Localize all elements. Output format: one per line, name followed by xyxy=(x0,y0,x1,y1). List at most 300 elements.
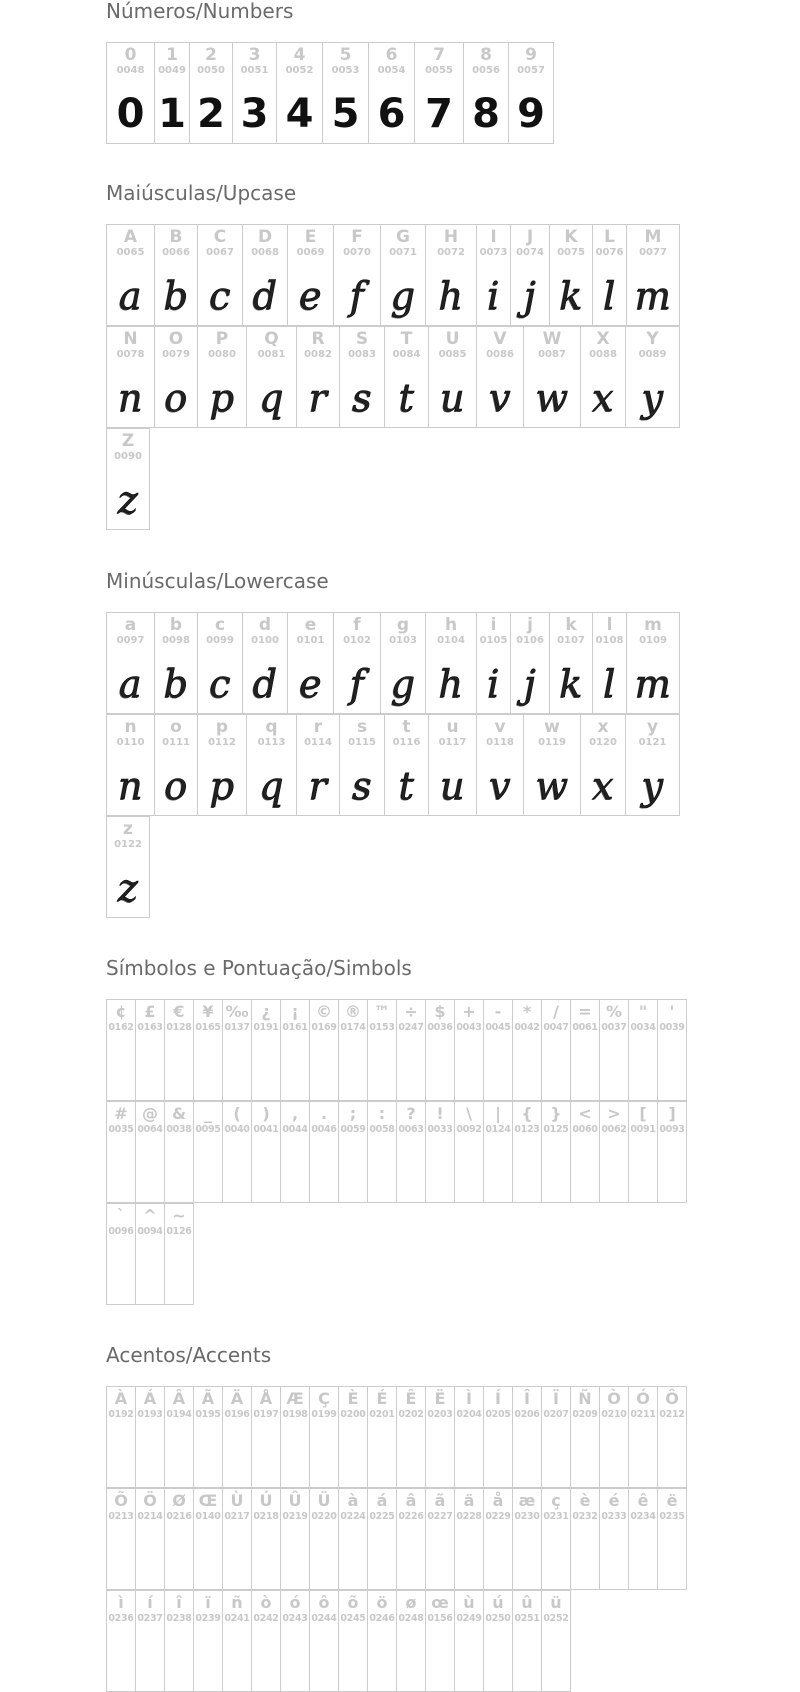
glyph-cell xyxy=(154,224,198,326)
glyph-code-label: 0210 xyxy=(601,1409,627,1420)
glyph-cell xyxy=(242,612,288,714)
glyph-sample: c xyxy=(209,662,231,706)
glyph-char-label: c xyxy=(214,615,226,635)
glyph-sample: m xyxy=(634,274,672,318)
glyph-code-label: 0043 xyxy=(456,1022,482,1033)
glyph-code-label: 0126 xyxy=(166,1226,192,1237)
glyph-char-label: ^ xyxy=(143,1206,157,1225)
glyph-sample: o xyxy=(164,376,188,420)
glyph-char-label: + xyxy=(462,1002,476,1021)
glyph-char-label: v xyxy=(494,717,506,737)
glyph-code-label: 0087 xyxy=(538,349,566,360)
glyph-code-label: 0194 xyxy=(166,1409,192,1420)
glyph-char-label: < xyxy=(578,1104,592,1123)
glyph-cell xyxy=(599,1488,629,1590)
glyph-row xyxy=(106,816,786,918)
glyph-code-label: 0073 xyxy=(479,247,508,258)
glyph-cell xyxy=(309,1590,339,1692)
glyph-char-label: % xyxy=(605,1002,623,1021)
glyph-cell xyxy=(549,224,593,326)
symbols-section xyxy=(106,957,786,1305)
glyph-code-label: 0238 xyxy=(166,1613,192,1624)
glyph-cell xyxy=(396,1590,426,1692)
glyph-cell xyxy=(628,999,658,1101)
glyph-char-label: ( xyxy=(233,1104,241,1123)
glyph-char-label: Ü xyxy=(317,1491,331,1510)
glyph-char-label: R xyxy=(311,329,325,349)
glyph-code-label: 0116 xyxy=(392,737,421,748)
glyph-char-label: à xyxy=(347,1491,359,1510)
glyph-code-label: 0037 xyxy=(601,1022,627,1033)
glyph-char-label: G xyxy=(396,227,410,247)
glyph-code-label: 0137 xyxy=(224,1022,250,1033)
glyph-char-label: Ï xyxy=(553,1389,559,1408)
glyph-char-label: D xyxy=(257,227,273,247)
glyph-char-label: å xyxy=(492,1491,504,1510)
glyph-cell xyxy=(106,1386,136,1488)
accents-grid xyxy=(106,1386,786,1692)
glyph-char-label: k xyxy=(565,615,577,635)
glyph-cell xyxy=(164,1590,194,1692)
glyph-code-label: 0049 xyxy=(158,65,186,76)
glyph-code-label: 0249 xyxy=(456,1613,482,1624)
glyph-cell xyxy=(154,612,198,714)
glyph-char-label: $ xyxy=(434,1002,446,1021)
glyph-cell xyxy=(483,1386,513,1488)
glyph-code-label: 0045 xyxy=(485,1022,511,1033)
glyph-cell xyxy=(189,42,233,144)
glyph-code-label: 0083 xyxy=(348,349,376,360)
glyph-char-label: ü xyxy=(550,1593,562,1612)
glyph-code-label: 0206 xyxy=(514,1409,540,1420)
glyph-code-label: 0103 xyxy=(389,635,417,646)
glyph-char-label: & xyxy=(172,1104,186,1123)
section-title-lowercase: Minúsculas/Lowercase xyxy=(106,569,329,593)
glyph-char-label: ] xyxy=(668,1104,676,1123)
glyph-code-label: 0038 xyxy=(166,1124,192,1135)
glyph-code-label: 0251 xyxy=(514,1613,540,1624)
glyph-cell xyxy=(287,224,334,326)
glyph-cell xyxy=(242,224,288,326)
glyph-cell xyxy=(483,999,513,1101)
glyph-cell xyxy=(657,1386,687,1488)
glyph-code-label: 0065 xyxy=(116,247,145,258)
glyph-cell xyxy=(523,714,581,816)
glyph-code-label: 0070 xyxy=(343,247,371,258)
glyph-char-label: À xyxy=(114,1389,128,1408)
glyph-char-label: 0 xyxy=(124,45,137,65)
glyph-code-label: 0044 xyxy=(282,1124,308,1135)
glyph-cell xyxy=(428,714,477,816)
section-title-accents: Acentos/Accents xyxy=(106,1343,272,1367)
glyph-sample: l xyxy=(603,662,616,706)
lowercase-section xyxy=(106,570,786,918)
glyph-code-label: 0229 xyxy=(485,1511,511,1522)
glyph-cell xyxy=(106,428,150,530)
glyph-char-label: / xyxy=(553,1002,559,1021)
glyph-cell xyxy=(333,612,381,714)
glyph-cell xyxy=(322,42,369,144)
glyph-code-label: 0097 xyxy=(116,635,145,646)
glyph-char-label: T xyxy=(400,329,413,349)
glyph-code-label: 0235 xyxy=(659,1511,685,1522)
glyph-sample: z xyxy=(117,866,139,910)
glyph-code-label: 0241 xyxy=(224,1613,250,1624)
glyph-code-label: 0212 xyxy=(659,1409,685,1420)
glyph-char-label: ï xyxy=(205,1593,211,1612)
glyph-code-label: 0213 xyxy=(108,1511,134,1522)
glyph-code-label: 0101 xyxy=(296,635,325,646)
glyph-cell xyxy=(510,612,550,714)
glyph-cell xyxy=(580,326,626,428)
glyph-cell xyxy=(197,224,243,326)
glyph-cell xyxy=(625,714,680,816)
glyph-cell xyxy=(193,1590,223,1692)
glyph-sample: x xyxy=(592,764,614,808)
glyph-char-label: U xyxy=(445,329,460,349)
glyph-char-label: Ä xyxy=(230,1389,244,1408)
glyph-char-label: â xyxy=(405,1491,417,1510)
glyph-cell xyxy=(657,1101,687,1203)
glyph-code-label: 0100 xyxy=(251,635,279,646)
glyph-cell xyxy=(251,1590,281,1692)
glyph-char-label: " xyxy=(638,1002,648,1021)
glyph-sample: e xyxy=(299,274,322,318)
glyph-char-label: f xyxy=(353,615,361,635)
glyph-code-label: 0117 xyxy=(438,737,467,748)
glyph-code-label: 0081 xyxy=(257,349,286,360)
glyph-char-label: _ xyxy=(204,1104,212,1123)
glyph-char-label: S xyxy=(355,329,369,349)
glyph-code-label: 0086 xyxy=(486,349,514,360)
glyph-sample: n xyxy=(118,376,143,420)
glyph-char-label: ¿ xyxy=(261,1002,271,1021)
glyph-cell xyxy=(164,1386,194,1488)
glyph-char-label: [ xyxy=(639,1104,647,1123)
glyph-sample: 4 xyxy=(285,91,314,137)
glyph-code-label: 0082 xyxy=(304,349,332,360)
glyph-cell xyxy=(476,326,524,428)
glyph-code-label: 0033 xyxy=(427,1124,453,1135)
glyph-char-label: Î xyxy=(524,1389,530,1408)
glyph-row xyxy=(106,326,786,428)
glyph-cell xyxy=(135,999,165,1101)
glyph-cell xyxy=(164,999,194,1101)
glyph-char-label: 7 xyxy=(433,45,445,65)
glyph-code-label: 0080 xyxy=(208,349,236,360)
glyph-char-label: ÷ xyxy=(404,1002,418,1021)
glyph-cell xyxy=(106,816,150,918)
glyph-char-label: g xyxy=(396,615,410,635)
glyph-cell xyxy=(106,612,155,714)
glyph-sample: a xyxy=(119,274,142,318)
glyph-code-label: 0196 xyxy=(224,1409,250,1420)
glyph-cell xyxy=(135,1590,165,1692)
glyph-cell xyxy=(657,999,687,1101)
glyph-cell xyxy=(476,612,511,714)
glyph-sample: u xyxy=(440,764,465,808)
glyph-code-label: 0113 xyxy=(257,737,286,748)
glyph-code-label: 0105 xyxy=(479,635,508,646)
glyph-code-label: 0226 xyxy=(398,1511,424,1522)
glyph-cell xyxy=(414,42,464,144)
glyph-cell xyxy=(106,1590,136,1692)
glyph-code-label: 0153 xyxy=(369,1022,395,1033)
glyph-cell xyxy=(570,1101,600,1203)
glyph-cell xyxy=(338,999,368,1101)
glyph-code-label: 0048 xyxy=(116,65,145,76)
glyph-cell xyxy=(193,999,223,1101)
glyph-sample: w xyxy=(535,764,569,808)
glyph-char-label: ä xyxy=(463,1491,475,1510)
glyph-cell xyxy=(333,224,381,326)
glyph-cell xyxy=(425,1101,455,1203)
glyph-cell xyxy=(251,1386,281,1488)
glyph-char-label: ) xyxy=(262,1104,270,1123)
glyph-cell xyxy=(625,326,680,428)
glyph-code-label: 0198 xyxy=(282,1409,308,1420)
glyph-sample: g xyxy=(390,662,416,706)
glyph-code-label: 0202 xyxy=(398,1409,424,1420)
glyph-code-label: 0122 xyxy=(114,839,142,850)
glyph-code-label: 0247 xyxy=(398,1022,424,1033)
glyph-sample: b xyxy=(163,274,189,318)
glyph-char-label: 3 xyxy=(248,45,261,65)
glyph-cell xyxy=(338,1488,368,1590)
glyph-cell xyxy=(549,612,593,714)
glyph-cell xyxy=(580,714,626,816)
glyph-sample: r xyxy=(308,764,328,808)
glyph-row xyxy=(106,1386,786,1488)
glyph-cell xyxy=(626,224,680,326)
glyph-char-label: Ê xyxy=(405,1389,417,1408)
glyph-cell xyxy=(512,1590,542,1692)
glyph-row xyxy=(106,612,786,714)
glyph-char-label: ú xyxy=(492,1593,504,1612)
glyph-char-label: ò xyxy=(260,1593,272,1612)
glyph-code-label: 0214 xyxy=(137,1511,163,1522)
glyph-cell xyxy=(197,714,247,816)
glyph-sample: x xyxy=(592,376,614,420)
glyph-cell xyxy=(425,224,477,326)
glyph-code-label: 0059 xyxy=(340,1124,366,1135)
glyph-row xyxy=(106,224,786,326)
glyph-cell xyxy=(425,612,477,714)
glyph-char-label: ¡ xyxy=(291,1002,299,1021)
glyph-code-label: 0218 xyxy=(253,1511,279,1522)
glyph-cell xyxy=(592,224,627,326)
glyph-char-label: u xyxy=(446,717,459,737)
glyph-char-label: Í xyxy=(495,1389,501,1408)
glyph-code-label: 0063 xyxy=(398,1124,424,1135)
glyph-code-label: 0165 xyxy=(195,1022,221,1033)
glyph-code-label: 0174 xyxy=(340,1022,366,1033)
glyph-row xyxy=(106,1203,786,1305)
glyph-cell xyxy=(339,714,385,816)
glyph-code-label: 0095 xyxy=(195,1124,221,1135)
glyph-char-label: X xyxy=(596,329,610,349)
glyph-code-label: 0034 xyxy=(630,1022,656,1033)
glyph-cell xyxy=(541,1386,571,1488)
glyph-sample: j xyxy=(524,274,536,318)
glyph-code-label: 0125 xyxy=(543,1124,569,1135)
glyph-code-label: 0092 xyxy=(456,1124,482,1135)
glyph-char-label: = xyxy=(578,1002,592,1021)
glyph-sample: f xyxy=(349,662,365,706)
glyph-cell xyxy=(476,714,524,816)
glyph-char-label: È xyxy=(347,1389,359,1408)
glyph-code-label: 0061 xyxy=(572,1022,598,1033)
glyph-code-label: 0077 xyxy=(639,247,667,258)
glyph-code-label: 0246 xyxy=(369,1613,395,1624)
glyph-char-label: õ xyxy=(347,1593,359,1612)
glyph-cell xyxy=(280,1101,310,1203)
glyph-code-label: 0237 xyxy=(137,1613,163,1624)
glyph-sample: i xyxy=(487,274,500,318)
glyph-cell xyxy=(296,714,340,816)
glyph-code-label: 0211 xyxy=(630,1409,656,1420)
glyph-char-label: ç xyxy=(551,1491,561,1510)
glyph-code-label: 0203 xyxy=(427,1409,453,1420)
glyph-char-label: j xyxy=(527,615,533,635)
glyph-code-label: 0057 xyxy=(517,65,545,76)
glyph-sample: f xyxy=(349,274,365,318)
glyph-char-label: Ô xyxy=(665,1389,679,1408)
glyph-sample: c xyxy=(209,274,231,318)
glyph-code-label: 0156 xyxy=(427,1613,453,1624)
glyph-code-label: 0041 xyxy=(253,1124,279,1135)
glyph-sample: 8 xyxy=(472,91,500,137)
glyph-char-label: W xyxy=(542,329,562,349)
glyph-sample: y xyxy=(641,376,664,420)
glyph-cell xyxy=(135,1101,165,1203)
glyph-code-label: 0219 xyxy=(282,1511,308,1522)
glyph-char-label: Ó xyxy=(636,1389,650,1408)
glyph-char-label: Y xyxy=(646,329,659,349)
glyph-char-label: Z xyxy=(121,431,135,451)
glyph-char-label: F xyxy=(351,227,363,247)
glyph-sample: 1 xyxy=(158,91,186,137)
glyph-cell xyxy=(380,224,426,326)
glyph-char-label: ‰ xyxy=(225,1002,249,1021)
glyph-cell xyxy=(232,42,277,144)
glyph-code-label: 0110 xyxy=(116,737,145,748)
glyph-cell xyxy=(396,1386,426,1488)
glyph-sample: w xyxy=(535,376,569,420)
glyph-cell xyxy=(380,612,426,714)
glyph-char-label: Õ xyxy=(114,1491,128,1510)
glyph-sample: 2 xyxy=(197,91,225,137)
glyph-cell xyxy=(512,999,542,1101)
glyph-char-label: @ xyxy=(142,1104,158,1123)
glyph-sample: t xyxy=(398,764,415,808)
glyph-char-label: } xyxy=(550,1104,562,1123)
glyph-char-label: Ã xyxy=(201,1389,215,1408)
glyph-char-label: ® xyxy=(345,1002,361,1021)
glyph-char-label: ö xyxy=(376,1593,388,1612)
glyph-sample: v xyxy=(489,764,511,808)
glyph-char-label: N xyxy=(123,329,138,349)
glyph-code-label: 0228 xyxy=(456,1511,482,1522)
glyph-char-label: ¢ xyxy=(115,1002,127,1021)
glyph-char-label: Ì xyxy=(466,1389,472,1408)
glyph-code-label: 0205 xyxy=(485,1409,511,1420)
glyph-sample: g xyxy=(390,274,416,318)
glyph-sample: p xyxy=(209,376,235,420)
glyph-char-label: Æ xyxy=(286,1389,304,1408)
glyph-code-label: 0220 xyxy=(311,1511,337,1522)
glyph-sample: 7 xyxy=(425,91,453,137)
glyph-code-label: 0102 xyxy=(343,635,371,646)
glyph-code-label: 0115 xyxy=(348,737,376,748)
glyph-cell xyxy=(309,1488,339,1590)
glyph-cell xyxy=(367,1101,397,1203)
glyph-code-label: 0242 xyxy=(253,1613,279,1624)
glyph-cell xyxy=(106,1203,136,1305)
glyph-cell xyxy=(512,1488,542,1590)
glyph-cell xyxy=(309,1101,339,1203)
glyph-char-label: ¥ xyxy=(202,1002,214,1021)
glyph-code-label: 0231 xyxy=(543,1511,569,1522)
glyph-char-label: ó xyxy=(289,1593,301,1612)
glyph-code-label: 0091 xyxy=(630,1124,656,1135)
glyph-cell xyxy=(106,999,136,1101)
glyph-char-label: w xyxy=(544,717,560,737)
glyph-cell xyxy=(454,999,484,1101)
glyph-sample: n xyxy=(118,764,143,808)
glyph-code-label: 0191 xyxy=(253,1022,279,1033)
glyph-cell xyxy=(425,1590,455,1692)
glyph-cell xyxy=(628,1386,658,1488)
glyph-cell xyxy=(276,42,323,144)
glyph-cell xyxy=(309,999,339,1101)
glyph-code-label: 0071 xyxy=(389,247,417,258)
glyph-code-label: 0161 xyxy=(282,1022,308,1033)
numbers-section xyxy=(106,0,786,144)
glyph-char-label: ã xyxy=(434,1491,446,1510)
glyph-char-label: . xyxy=(320,1104,328,1123)
glyph-cell xyxy=(454,1101,484,1203)
glyph-char-label: { xyxy=(521,1104,533,1123)
glyph-cell xyxy=(570,1488,600,1590)
glyph-cell xyxy=(222,1488,252,1590)
accents-section xyxy=(106,1344,786,1692)
glyph-cell xyxy=(592,612,627,714)
glyph-code-label: 0039 xyxy=(659,1022,685,1033)
glyph-char-label: Q xyxy=(264,329,279,349)
glyph-cell xyxy=(510,224,550,326)
glyph-code-label: 0200 xyxy=(340,1409,366,1420)
glyph-code-label: 0093 xyxy=(659,1124,685,1135)
glyph-code-label: 0124 xyxy=(485,1124,511,1135)
glyph-code-label: 0050 xyxy=(197,65,225,76)
glyph-code-label: 0118 xyxy=(486,737,514,748)
glyph-char-label: # xyxy=(114,1104,128,1123)
glyph-code-label: 0224 xyxy=(340,1511,366,1522)
glyph-cell xyxy=(367,1488,397,1590)
glyph-code-label: 0128 xyxy=(166,1022,192,1033)
glyph-cell xyxy=(164,1203,194,1305)
glyph-cell xyxy=(135,1488,165,1590)
glyph-cell xyxy=(106,42,155,144)
glyph-cell xyxy=(246,326,297,428)
glyph-char-label: É xyxy=(376,1389,388,1408)
glyph-char-label: 2 xyxy=(205,45,217,65)
glyph-cell xyxy=(106,224,155,326)
glyph-cell xyxy=(106,714,155,816)
glyph-char-label: é xyxy=(608,1491,620,1510)
glyph-char-label: i xyxy=(490,615,497,635)
